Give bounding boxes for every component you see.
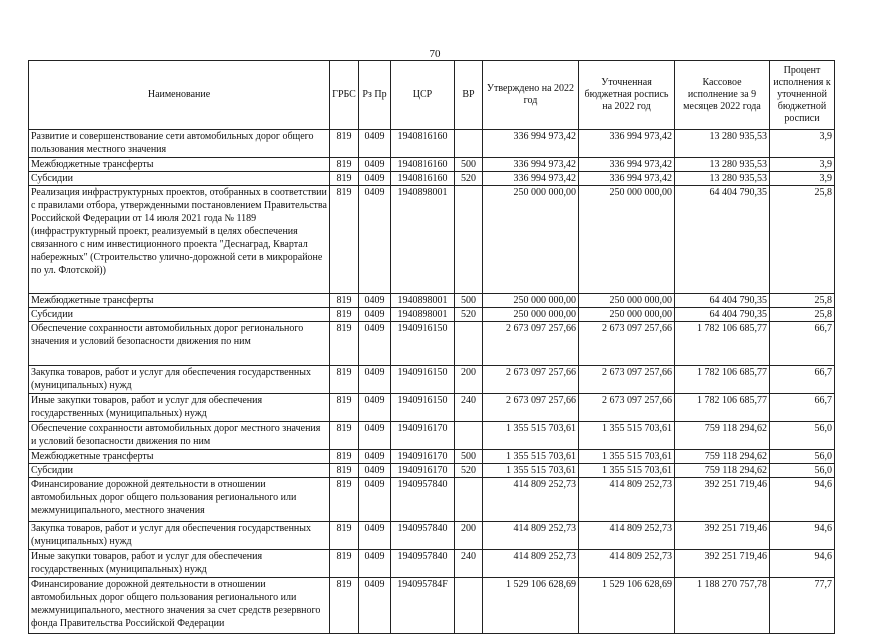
row-approved: 1 355 515 703,61 [483, 422, 579, 450]
row-name: Закупка товаров, работ и услуг для обеспечения государственных (муниципальных) нужд [29, 366, 330, 394]
row-rzpr: 0409 [359, 294, 391, 308]
table-row [29, 186, 835, 294]
row-name: Обеспечение сохранности автомобильных дорог регионального значения и условий безопасности движения по ним [29, 322, 330, 366]
row-rzpr: 0409 [359, 578, 391, 634]
row-rzpr: 0409 [359, 394, 391, 422]
row-name: Обеспечение сохранности автомобильных дорог местного значения и условий безопасности движения по ним [29, 422, 330, 450]
table-row [29, 366, 835, 394]
table-row [29, 322, 835, 366]
row-grbs: 819 [330, 422, 359, 450]
header-rzpr: Рз Пр [359, 61, 391, 130]
row-grbs: 819 [330, 172, 359, 186]
row-cash: 64 404 790,35 [675, 308, 770, 322]
table-row [29, 308, 835, 322]
row-csr: 1940816160 [391, 172, 455, 186]
row-refined: 2 673 097 257,66 [579, 322, 675, 366]
row-vr [455, 578, 483, 634]
row-approved: 1 355 515 703,61 [483, 450, 579, 464]
row-grbs: 819 [330, 450, 359, 464]
row-refined: 414 809 252,73 [579, 550, 675, 578]
row-percent: 66,7 [770, 366, 835, 394]
row-grbs: 819 [330, 366, 359, 394]
row-percent: 56,0 [770, 450, 835, 464]
row-percent: 3,9 [770, 158, 835, 172]
row-csr: 1940916170 [391, 464, 455, 478]
row-refined: 250 000 000,00 [579, 294, 675, 308]
row-approved: 414 809 252,73 [483, 478, 579, 522]
table-row [29, 522, 835, 550]
row-vr: 500 [455, 158, 483, 172]
table-row [29, 158, 835, 172]
row-cash: 13 280 935,53 [675, 158, 770, 172]
row-vr: 240 [455, 394, 483, 422]
row-approved: 1 355 515 703,61 [483, 464, 579, 478]
row-cash: 759 118 294,62 [675, 422, 770, 450]
header-row [29, 61, 835, 130]
row-name: Реализация инфраструктурных проектов, отобранных в соответствии с правилами отбора, утвержденными постановлением Правительства Российской Федерации от 14 июля 2021 года № 1189 (инфраструктурный проект, реализуемый в целях обеспечения связанного с ним инвестиционного проекта "Деснаград, Квартал набережных" (Строительство улично-дорожной сети в микрорайоне по ул. Флотской)) [29, 186, 330, 294]
table-row [29, 464, 835, 478]
row-cash: 1 188 270 757,78 [675, 578, 770, 634]
row-vr: 520 [455, 172, 483, 186]
row-cash: 13 280 935,53 [675, 172, 770, 186]
row-rzpr: 0409 [359, 322, 391, 366]
row-name: Иные закупки товаров, работ и услуг для обеспечения государственных (муниципальных) нужд [29, 550, 330, 578]
header-vr: ВР [455, 61, 483, 130]
row-vr [455, 186, 483, 294]
table-row [29, 172, 835, 186]
header-approved: Утверждено на 2022 год [483, 61, 579, 130]
budget-table [28, 60, 835, 634]
row-approved: 336 994 973,42 [483, 130, 579, 158]
row-grbs: 819 [330, 322, 359, 366]
row-refined: 1 355 515 703,61 [579, 422, 675, 450]
table-row [29, 130, 835, 158]
row-cash: 392 251 719,46 [675, 478, 770, 522]
row-grbs: 819 [330, 522, 359, 550]
row-cash: 13 280 935,53 [675, 130, 770, 158]
table-row [29, 294, 835, 308]
row-refined: 414 809 252,73 [579, 478, 675, 522]
row-percent: 25,8 [770, 186, 835, 294]
page-number: 70 [429, 48, 441, 60]
row-percent: 25,8 [770, 294, 835, 308]
row-csr: 1940916150 [391, 322, 455, 366]
table-row [29, 394, 835, 422]
row-refined: 2 673 097 257,66 [579, 394, 675, 422]
row-cash: 1 782 106 685,77 [675, 322, 770, 366]
row-cash: 1 782 106 685,77 [675, 394, 770, 422]
row-grbs: 819 [330, 464, 359, 478]
table-row [29, 578, 835, 634]
row-name: Субсидии [29, 464, 330, 478]
row-vr: 200 [455, 366, 483, 394]
table-row [29, 478, 835, 522]
row-vr: 520 [455, 308, 483, 322]
row-csr: 1940957840 [391, 478, 455, 522]
row-grbs: 819 [330, 308, 359, 322]
row-grbs: 819 [330, 394, 359, 422]
row-vr: 520 [455, 464, 483, 478]
row-csr: 194095784F [391, 578, 455, 634]
row-vr [455, 422, 483, 450]
row-refined: 1 355 515 703,61 [579, 450, 675, 464]
row-vr: 500 [455, 294, 483, 308]
row-csr: 1940816160 [391, 130, 455, 158]
row-csr: 1940816160 [391, 158, 455, 172]
row-name: Межбюджетные трансферты [29, 294, 330, 308]
row-rzpr: 0409 [359, 366, 391, 394]
row-name: Финансирование дорожной деятельности в отношении автомобильных дорог общего пользования регионального или межмуниципального, местного значения [29, 478, 330, 522]
row-approved: 2 673 097 257,66 [483, 322, 579, 366]
row-grbs: 819 [330, 294, 359, 308]
header-refined: Уточненная бюджетная роспись на 2022 год [579, 61, 675, 130]
row-vr [455, 478, 483, 522]
table-row [29, 550, 835, 578]
row-csr: 1940898001 [391, 308, 455, 322]
row-percent: 94,6 [770, 478, 835, 522]
row-percent: 66,7 [770, 394, 835, 422]
table-row [29, 422, 835, 450]
row-rzpr: 0409 [359, 130, 391, 158]
row-csr: 1940916150 [391, 366, 455, 394]
row-rzpr: 0409 [359, 550, 391, 578]
row-rzpr: 0409 [359, 522, 391, 550]
row-rzpr: 0409 [359, 186, 391, 294]
row-rzpr: 0409 [359, 478, 391, 522]
row-grbs: 819 [330, 130, 359, 158]
row-percent: 3,9 [770, 130, 835, 158]
row-cash: 759 118 294,62 [675, 450, 770, 464]
row-grbs: 819 [330, 478, 359, 522]
row-csr: 1940916150 [391, 394, 455, 422]
row-csr: 1940898001 [391, 186, 455, 294]
row-refined: 250 000 000,00 [579, 186, 675, 294]
row-name: Развитие и совершенствование сети автомобильных дорог общего пользования местного значения [29, 130, 330, 158]
row-name: Межбюджетные трансферты [29, 450, 330, 464]
row-percent: 77,7 [770, 578, 835, 634]
row-rzpr: 0409 [359, 464, 391, 478]
row-grbs: 819 [330, 550, 359, 578]
row-vr [455, 130, 483, 158]
row-percent: 25,8 [770, 308, 835, 322]
row-name: Межбюджетные трансферты [29, 158, 330, 172]
header-grbs: ГРБС [330, 61, 359, 130]
row-rzpr: 0409 [359, 158, 391, 172]
table-body [29, 130, 835, 634]
row-approved: 250 000 000,00 [483, 308, 579, 322]
row-approved: 250 000 000,00 [483, 294, 579, 308]
row-cash: 392 251 719,46 [675, 522, 770, 550]
row-cash: 64 404 790,35 [675, 186, 770, 294]
row-refined: 1 529 106 628,69 [579, 578, 675, 634]
row-cash: 1 782 106 685,77 [675, 366, 770, 394]
row-percent: 56,0 [770, 422, 835, 450]
header-cash: Кассовое исполнение за 9 месяцев 2022 года [675, 61, 770, 130]
row-csr: 1940916170 [391, 450, 455, 464]
row-approved: 336 994 973,42 [483, 158, 579, 172]
row-percent: 56,0 [770, 464, 835, 478]
row-vr [455, 322, 483, 366]
row-refined: 336 994 973,42 [579, 172, 675, 186]
row-csr: 1940916170 [391, 422, 455, 450]
row-refined: 1 355 515 703,61 [579, 464, 675, 478]
row-csr: 1940898001 [391, 294, 455, 308]
row-approved: 250 000 000,00 [483, 186, 579, 294]
row-vr: 240 [455, 550, 483, 578]
row-cash: 759 118 294,62 [675, 464, 770, 478]
row-percent: 66,7 [770, 322, 835, 366]
row-cash: 64 404 790,35 [675, 294, 770, 308]
row-rzpr: 0409 [359, 308, 391, 322]
row-refined: 336 994 973,42 [579, 130, 675, 158]
row-grbs: 819 [330, 578, 359, 634]
row-approved: 336 994 973,42 [483, 172, 579, 186]
row-refined: 336 994 973,42 [579, 158, 675, 172]
row-percent: 94,6 [770, 522, 835, 550]
row-name: Финансирование дорожной деятельности в отношении автомобильных дорог общего пользования регионального или межмуниципального, местного значения за счет средств резервного фонда Правительства Российской Федерации [29, 578, 330, 634]
row-approved: 414 809 252,73 [483, 522, 579, 550]
table-row [29, 450, 835, 464]
row-percent: 94,6 [770, 550, 835, 578]
row-approved: 1 529 106 628,69 [483, 578, 579, 634]
row-rzpr: 0409 [359, 172, 391, 186]
row-refined: 250 000 000,00 [579, 308, 675, 322]
row-percent: 3,9 [770, 172, 835, 186]
row-refined: 2 673 097 257,66 [579, 366, 675, 394]
row-approved: 414 809 252,73 [483, 550, 579, 578]
row-grbs: 819 [330, 186, 359, 294]
row-vr: 500 [455, 450, 483, 464]
row-cash: 392 251 719,46 [675, 550, 770, 578]
row-csr: 1940957840 [391, 550, 455, 578]
row-rzpr: 0409 [359, 450, 391, 464]
row-vr: 200 [455, 522, 483, 550]
row-approved: 2 673 097 257,66 [483, 394, 579, 422]
row-name: Субсидии [29, 308, 330, 322]
row-name: Закупка товаров, работ и услуг для обеспечения государственных (муниципальных) нужд [29, 522, 330, 550]
header-csr: ЦСР [391, 61, 455, 130]
row-name: Иные закупки товаров, работ и услуг для обеспечения государственных (муниципальных) нужд [29, 394, 330, 422]
row-approved: 2 673 097 257,66 [483, 366, 579, 394]
row-name: Субсидии [29, 172, 330, 186]
row-rzpr: 0409 [359, 422, 391, 450]
header-name: Наименование [29, 61, 330, 130]
row-refined: 414 809 252,73 [579, 522, 675, 550]
header-percent: Процент исполнения к уточненной бюджетной росписи [770, 61, 835, 130]
row-csr: 1940957840 [391, 522, 455, 550]
row-grbs: 819 [330, 158, 359, 172]
